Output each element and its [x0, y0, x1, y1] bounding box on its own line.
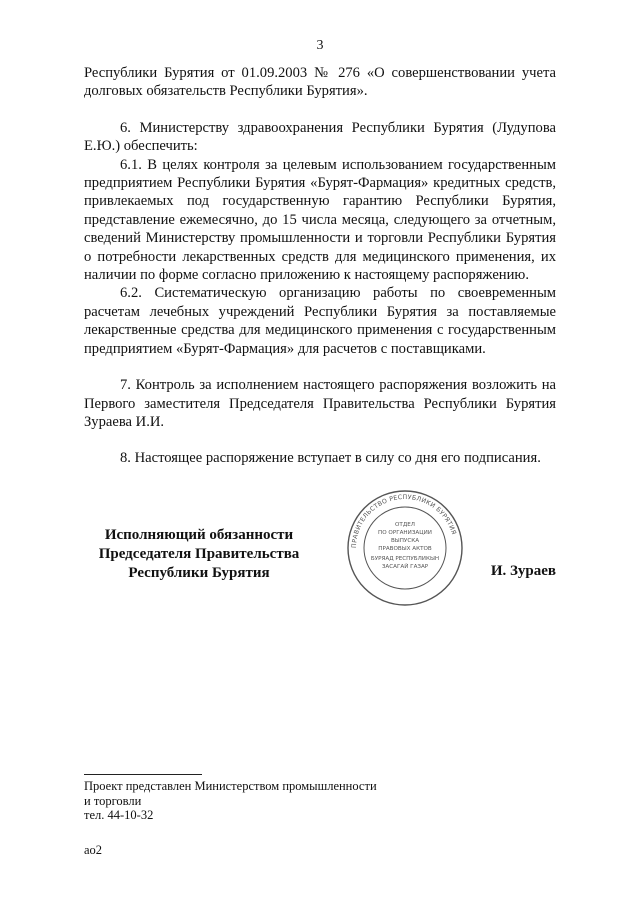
signatory-title: Исполняющий обязанности Председателя Правительства Республики Бурятия	[98, 527, 300, 581]
seal-line-4: ПРАВОВЫХ АКТОВ	[378, 546, 432, 552]
page-number: 3	[316, 38, 324, 53]
seal-line-1: ОТДЕЛ	[395, 522, 415, 528]
document-body	[84, 64, 556, 468]
seal-line-2: ПО ОРГАНИЗАЦИИ	[378, 530, 432, 536]
document-code: ao2	[84, 843, 103, 857]
footer-divider	[84, 774, 202, 775]
seal-outer-text: ПРАВИТЕЛЬСТВО РЕСПУБЛИКИ БУРЯТИЯ	[350, 493, 458, 549]
paragraph-item-6-1: 6.1. В целях контроля за целевым использованием государственным предприятием Республики Бурятия «Бурят-Фармация» кредитных средств, привлекаемых под государственную гарантию Республики Бурятия, представление ежемесячно, до 15 числа месяца, следующего за отчетным, сведений Министерству промышленности и торговли Республики Бурятия о потребности лекарственных средств для медицинского применения, их наличии по форме согласно приложению к настоящему распоряжению.	[84, 156, 556, 284]
seal-line-6: ЗАСАГАЙ ГАЗАР	[381, 564, 429, 570]
paragraph-item-8: 8. Настоящее распоряжение вступает в силу со дня его подписания.	[120, 450, 541, 467]
seal-line-3: ВЫПУСКА	[390, 538, 420, 544]
footer-note: Проект представлен Министерством промышленности и торговли тел. 44-10-32	[84, 779, 377, 822]
paragraph-item-6-2: 6.2. Систематическую организацию работы по своевременным расчетам лечебных учреждений Республики Бурятия за поставляемые лекарственные средства для медицинского применения с государственным предприятием «Бурят-Фармация» для расчетов с поставщиками.	[84, 285, 556, 357]
official-seal-stamp	[345, 488, 465, 608]
seal-line-5: БУРЯАД РЕСПУБЛИКЫН	[370, 556, 440, 562]
paragraph-item-6: 6. Министерству здравоохранения Республики Бурятия (Лудупова Е.Ю.) обеспечить:	[84, 119, 556, 155]
paragraph-continuation: Республики Бурятия от 01.09.2003 № 276 «О совершенствовании учета долговых обязательств Республики Бурятия».	[84, 65, 556, 100]
paragraph-item-7: 7. Контроль за исполнением настоящего распоряжения возложить на Первого заместителя Председателя Правительства Республики Бурятия Зураева И.И.	[84, 377, 556, 430]
signatory-name: И. Зураев	[490, 563, 556, 579]
